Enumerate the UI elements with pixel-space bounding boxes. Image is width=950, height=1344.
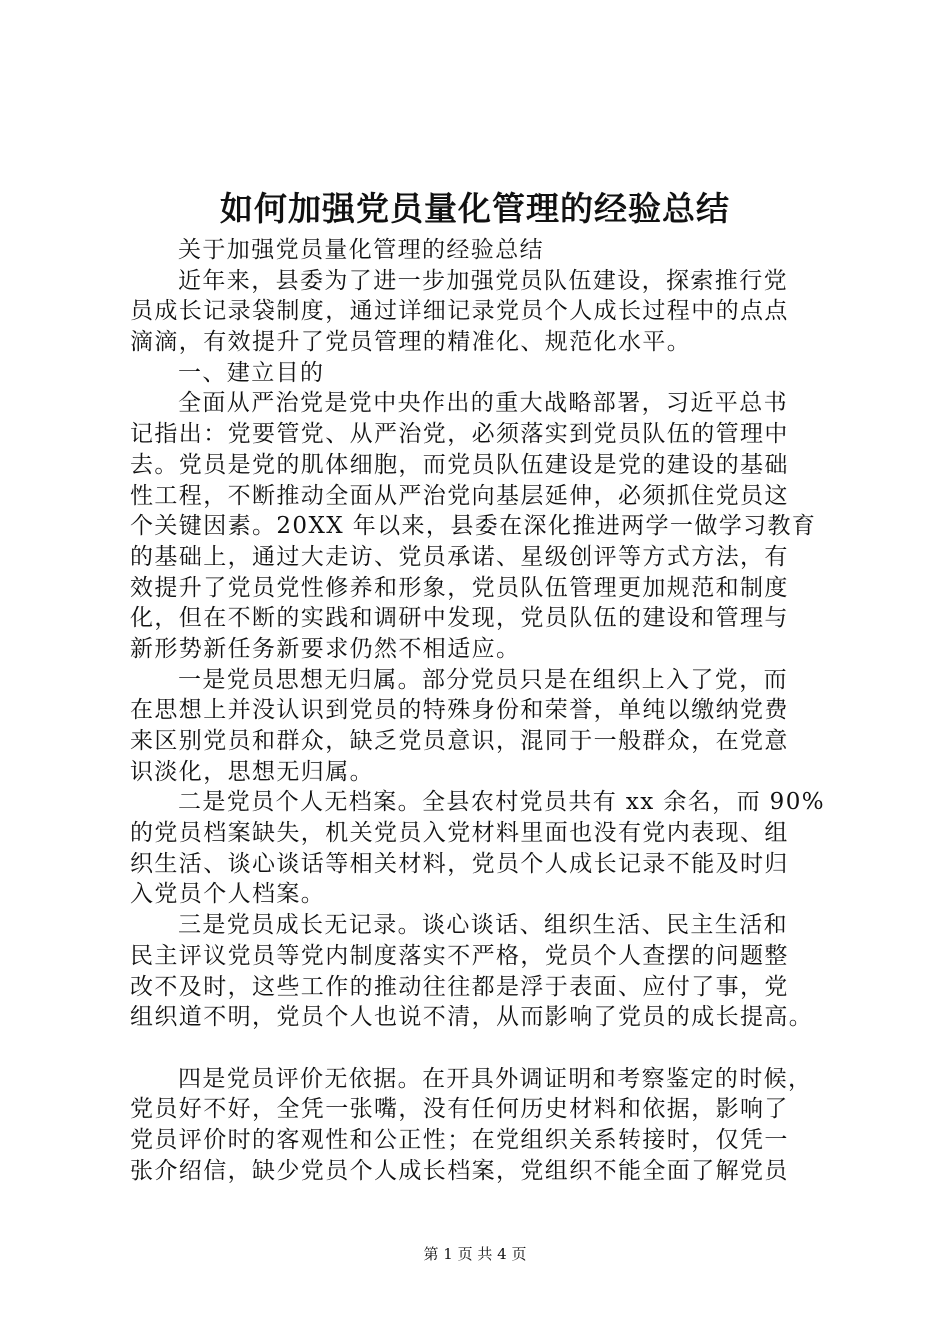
paragraph-line: 张介绍信，缺少党员个人成长档案，党组织不能全面了解党员 [130,1157,789,1184]
paragraph-line: 记指出：党要管党、从严治党，必须落实到党员队伍的管理中 [130,421,789,448]
paragraph-line: 在思想上并没认识到党员的特殊身份和荣誉，单纯以缴纳党费 [130,697,789,724]
paragraph-line: 的党员档案缺失，机关党员入党材料里面也没有党内表现、组 [130,820,789,847]
paragraph-line: 识淡化，思想无归属。 [130,758,374,785]
document-title: 如何加强党员量化管理的经验总结 [220,189,730,228]
paragraph-line: 去。党员是党的肌体细胞，而党员队伍建设是党的建设的基础 [130,451,789,478]
paragraph-line: 入党员个人档案。 [130,881,326,908]
paragraph-line: 组织道不明，党员个人也说不清，从而影响了党员的成长提高。 [130,1004,814,1031]
paragraph-line: 员成长记录袋制度，通过详细记录党员个人成长过程中的点点 [130,298,789,325]
paragraph-line: 二是党员个人无档案。全县农村党员共有 xx 余名，而 90% [178,789,825,816]
paragraph-line: 的基础上，通过大走访、党员承诺、星级创评等方式方法，有 [130,543,789,570]
paragraph-line: 来区别党员和群众，缺乏党员意识，混同于一般群众，在党意 [130,728,789,754]
paragraph-line: 个关键因素。20XX 年以来，县委在深化推进两学一做学习教育 [130,513,817,540]
paragraph-line: 一是党员思想无归属。部分党员只是在组织上入了党，而 [178,666,788,693]
paragraph-line: 党员好不好，全凭一张嘴，没有任何历史材料和依据，影响了 [130,1096,789,1123]
paragraph-line: 党员评价时的客观性和公正性；在党组织关系转接时，仅凭一 [130,1126,789,1153]
paragraph-line: 改不及时，这些工作的推动往往都是浮于表面、应付了事，党 [130,973,789,1000]
paragraph-line: 织生活、谈心谈话等相关材料，党员个人成长记录不能及时归 [130,850,789,877]
paragraph-line: 滴滴，有效提升了党员管理的精准化、规范化水平。 [130,329,692,356]
section-heading: 一、建立目的 [178,359,325,386]
paragraph-line: 三是党员成长无记录。谈心谈话、组织生活、民主生活和 [178,912,788,939]
paragraph-line: 性工程，不断推动全面从严治党向基层延伸，必须抓住党员这 [130,482,789,509]
page-number-footer: 第 1 页 共 4 页 [423,1245,527,1263]
paragraph-line: 效提升了党员党性修养和形象，党员队伍管理更加规范和制度 [130,574,789,601]
paragraph-line: 四是党员评价无依据。在开具外调证明和考察鉴定的时候， [178,1065,813,1092]
paragraph-line: 近年来，县委为了进一步加强党员队伍建设，探索推行党 [178,267,788,294]
paragraph-line: 全面从严治党是党中央作出的重大战略部署，习近平总书 [178,390,788,417]
subtitle-line: 关于加强党员量化管理的经验总结 [178,237,544,263]
paragraph-line: 化，但在不断的实践和调研中发现，党员队伍的建设和管理与 [130,605,789,632]
paragraph-line: 新形势新任务新要求仍然不相适应。 [130,635,521,662]
paragraph-line: 民主评议党员等党内制度落实不严格，党员个人查摆的问题整 [130,942,789,969]
document-body [130,235,830,1186]
paragraph-gap [130,1033,830,1064]
